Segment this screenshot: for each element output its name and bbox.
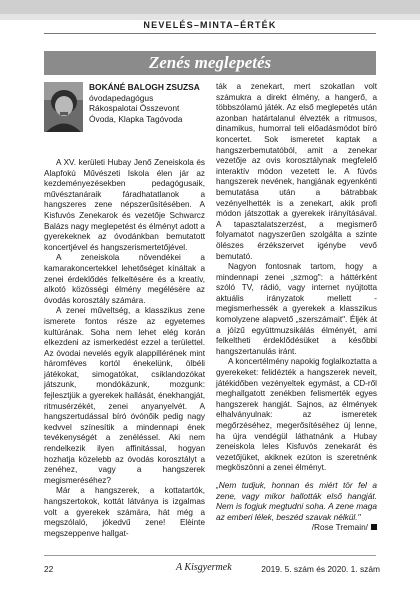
body-paragraph: Már a hangszerek, a kottatartók, hangszertokok, kottát látványa is izgalmas volt a gyerekek számára, hát még a megszólaló, jókedvű zene! Elèinte megszeppenve hallgat- xyxy=(44,486,205,538)
author-block xyxy=(44,82,205,152)
quote-attribution-row xyxy=(216,522,377,533)
body-paragraph: Nagyon fontosnak tartom, hogy a mindennapi zenei „szmog": a háttérként szóló TV, rádió, vagy internet nyújtotta aktuális irányzatok mellett - megismerhessék a gyerekek a klasszikus komolyzene alapvető „szerszámait". Éljék át a jóízű együttmuzsikálás élményét, ami felkeltheti érdeklődésüket a későbbi hangszertanulás iránt. xyxy=(216,262,377,356)
author-place: Rákospalotai Összevont xyxy=(89,103,180,114)
section-kicker: NEVELÉS–MINTA–ÉRTÉK xyxy=(143,20,277,30)
quote-text: „Nem tudjuk, honnan és miért tör fel a zene, vagy mikor hallották első hangját. Nem is fogjuk megtudni soha. A zene maga az emberi lélek, beszéd szavak nélkül." xyxy=(216,479,377,522)
author-photo xyxy=(44,82,83,132)
body-paragraph: A zeneiskola növendékei a kamarakoncertekkel lehetőséget kínáltak a zenei érdeklődés felkeltésére és a kreatív, alkotó közösségi élmény megélésére az óvodás korosztály számára. xyxy=(44,253,205,305)
issue-info: 2019. 5. szám és 2020. 1. szám xyxy=(261,564,380,574)
page-number: 22 xyxy=(44,564,54,574)
author-info xyxy=(89,82,205,124)
kicker-divider xyxy=(44,33,376,34)
end-mark-icon xyxy=(371,524,377,530)
closing-quote xyxy=(216,480,377,533)
footer-divider xyxy=(44,555,376,556)
right-column xyxy=(216,82,377,533)
title-band xyxy=(44,51,376,75)
author-institution: Óvoda, Klapka Tagóvoda xyxy=(89,113,183,124)
body-paragraph: A koncertélmény napokig foglalkoztatta a gyerekeket: felidézték a hangszerek neveit, játékidőben vezényeltek egymást, a CD-ről meghallgatott zenékben felismerték egyes hangszerek hangját. Sajnos, az élmények elhalványulnak: az ismeretek megőrzéséhez, megerősítéséhez új lenne, ha újra vendégül láthatnánk a Hubay zeneiskola leles Kisfuvós zenekarát és vezetőjüket, akiknek ezúton is szeretnénk megköszönni a zenei élményt. xyxy=(216,357,377,473)
quote-attribution: /Rose Tremain/ xyxy=(311,522,368,533)
left-column xyxy=(44,82,205,539)
author-role: óvodapedagógus xyxy=(89,92,154,103)
body-paragraph: A XV. kerületi Hubay Jenő Zeneiskola és Alapfokú Művészeti Iskola élen jár az kezdeményezésekben pedagógusaik, művésztanáraik fáradhatatlanok a hangszeres zene népszerűsítésében. A Kisfuvós Zenekarok és vezetője Schwarcz Balázs nagy meglepetést és élményt adott a gyerekeknek az óvodánkban bemutatott koncertjével és hangszerismertetőjével. xyxy=(44,158,205,252)
magazine-name: A Kisgyermek xyxy=(176,562,232,573)
body-paragraph: A zenei műveltség, a klasszikus zene ismerete fontos része az egyetemes kultúrának. Soha nem lehet elég korán elkezdeni az ismerkedést ezzel a területtel. Az óvodai nevelés egyik alappillérének mint háromféves kortól énekelünk, ölbéli játékokat, simogatókat, csiklandozókat játszunk, mondókázunk, mozgunk: fejlesztjük a gyerekek hallását, énekhangját, ritmusérzékét, zenei anyanyelvét. A hangszertudással bíró óvónőik pedig nagy kedvvel színesítik a mindennapi ének tevékenységét a zenéléssel. Aki nem rendelkezik ilyen affinitással, hogyan hozhatja közelebb az óvodás korosztályt a zenéhez, vagy a hangszerek megismeréséhez? xyxy=(44,306,205,485)
article-title: Zenés meglepetés xyxy=(148,53,272,72)
author-name: BOKÁNÉ BALOGH ZSUZSA xyxy=(89,82,200,92)
body-paragraph: ták a zenekart, mert szokatlan volt számukra a direkt élmény, a hangerő, a többszólamú játék. Az első meglepetés után azonban határtalanul élvezték a ritmusos, dinamikus, humorral teli előadásmódot bíró koncertet. Sok ismeretet kaptak a hangszerbemutatóból, amit a zenekar vezetője az ovis korosztálynak megfelelő interaktív módon vezetett le. A fúvós hangszerek nevének, hangjának egyenkénti bemutatása után a bátrabbak vezényelhették is a zenekart, akik profi módon játszottak a gyerekek irányításával. A tapasztalatszerzést, a megismerő folyamatot nagyszerűen szolgálta a szinte ölészes érzékszervet igénybe vevő bemutató. xyxy=(216,82,377,261)
